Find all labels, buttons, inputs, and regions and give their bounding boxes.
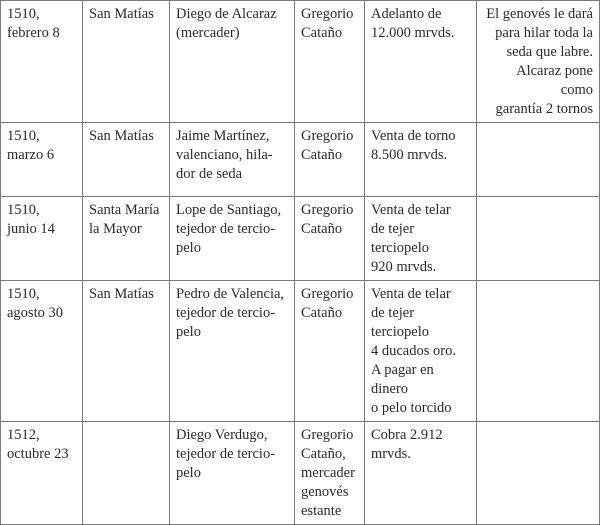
cell-parroquia: San Matías	[83, 281, 170, 422]
cell-parroquia: San Matías	[83, 1, 170, 123]
cell-persona: Lope de Santiago, tejedor de tercio- pelo	[170, 197, 295, 281]
table-row	[1, 281, 600, 422]
cell-observaciones: El genovés le dará para hilar toda la seda que labre. Alcaraz pone como garantía 2 tornos	[477, 1, 600, 123]
cell-fecha: 1510, marzo 6	[1, 123, 83, 197]
cell-fecha: 1510, agosto 30	[1, 281, 83, 422]
cell-observaciones	[477, 197, 600, 281]
cell-contraparte: Gregorio Cataño	[295, 1, 365, 123]
table-row	[1, 197, 600, 281]
cell-persona: Jaime Martínez, valenciano, hila- dor de seda	[170, 123, 295, 197]
cell-observaciones	[477, 123, 600, 197]
cell-parroquia: Santa María la Mayor	[83, 197, 170, 281]
table-row	[1, 123, 600, 197]
cell-observaciones	[477, 422, 600, 525]
cell-operacion: Adelanto de 12.000 mrvds.	[365, 1, 477, 123]
cell-fecha: 1512, octubre 23	[1, 422, 83, 525]
cell-fecha: 1510, junio 14	[1, 197, 83, 281]
cell-operacion: Cobra 2.912 mrvds.	[365, 422, 477, 525]
cell-contraparte: Gregorio Cataño, mercader genovés estante	[295, 422, 365, 525]
cell-persona: Diego Verdugo, tejedor de tercio- pelo	[170, 422, 295, 525]
cell-parroquia: San Matías	[83, 123, 170, 197]
cell-operacion: Venta de telar de tejer terciopelo 4 ducados oro. A pagar en dinero o pelo torcido	[365, 281, 477, 422]
cell-persona: Diego de Alcaraz (mercader)	[170, 1, 295, 123]
table-row	[1, 422, 600, 525]
cell-contraparte: Gregorio Cataño	[295, 123, 365, 197]
cell-fecha: 1510, febrero 8	[1, 1, 83, 123]
cell-operacion: Venta de telar de tejer terciopelo 920 mrvds.	[365, 197, 477, 281]
cell-observaciones	[477, 281, 600, 422]
cell-persona: Pedro de Valencia, tejedor de tercio- pelo	[170, 281, 295, 422]
table-row	[1, 1, 600, 123]
cell-operacion: Venta de torno 8.500 mrvds.	[365, 123, 477, 197]
cell-parroquia	[83, 422, 170, 525]
cell-contraparte: Gregorio Cataño	[295, 281, 365, 422]
cell-contraparte: Gregorio Cataño	[295, 197, 365, 281]
